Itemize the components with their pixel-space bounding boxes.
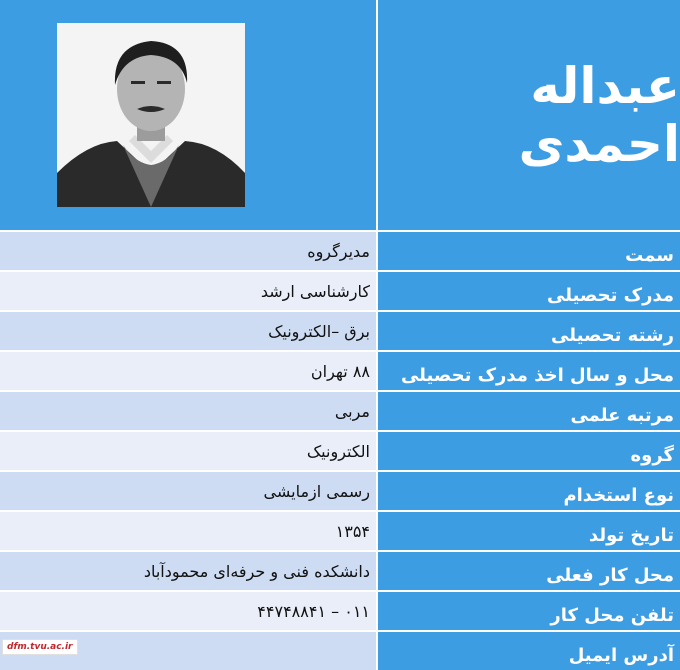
table-row bbox=[0, 592, 680, 630]
row-value: ۰۱۱ – ۴۴۷۴۸۸۴۱ bbox=[0, 592, 376, 630]
name-panel bbox=[378, 0, 680, 230]
row-label: رشته تحصیلی bbox=[378, 312, 680, 350]
row-value: مربی bbox=[0, 392, 376, 430]
table-row bbox=[0, 352, 680, 390]
table-row bbox=[0, 392, 680, 430]
row-value: ۸۸ تهران bbox=[0, 352, 376, 390]
table-row bbox=[0, 312, 680, 350]
row-label: مرتبه علمی bbox=[378, 392, 680, 430]
table-row bbox=[0, 232, 680, 270]
row-value: الکترونیک bbox=[0, 432, 376, 470]
row-label: سمت bbox=[378, 232, 680, 270]
table-row bbox=[0, 552, 680, 590]
person-name: عبداله احمدی bbox=[518, 57, 680, 173]
portrait-image bbox=[57, 23, 245, 207]
row-label: مدرک تحصیلی bbox=[378, 272, 680, 310]
row-label: آدرس ایمیل bbox=[378, 632, 680, 670]
row-label: گروه bbox=[378, 432, 680, 470]
table-row bbox=[0, 472, 680, 510]
row-label: تلفن محل کار bbox=[378, 592, 680, 630]
table-row bbox=[0, 272, 680, 310]
row-label: محل و سال اخذ مدرک تحصیلی bbox=[378, 352, 680, 390]
profile-header bbox=[0, 0, 680, 230]
row-value: کارشناسی ارشد bbox=[0, 272, 376, 310]
row-label: محل کار فعلی bbox=[378, 552, 680, 590]
table-row bbox=[0, 632, 680, 670]
photo-panel bbox=[0, 0, 376, 230]
row-value: مدیرگروه bbox=[0, 232, 376, 270]
table-row bbox=[0, 512, 680, 550]
profile-photo bbox=[57, 23, 245, 207]
row-label: نوع استخدام bbox=[378, 472, 680, 510]
row-value: رسمی ازمایشی bbox=[0, 472, 376, 510]
table-row bbox=[0, 432, 680, 470]
row-value: ۱۳۵۴ bbox=[0, 512, 376, 550]
row-value: برق –الکترونیک bbox=[0, 312, 376, 350]
site-watermark: dfm.tvu.ac.ir bbox=[2, 639, 78, 655]
row-label: تاریخ تولد bbox=[378, 512, 680, 550]
row-value: دانشکده فنی و حرفه‌ای محمودآباد bbox=[0, 552, 376, 590]
